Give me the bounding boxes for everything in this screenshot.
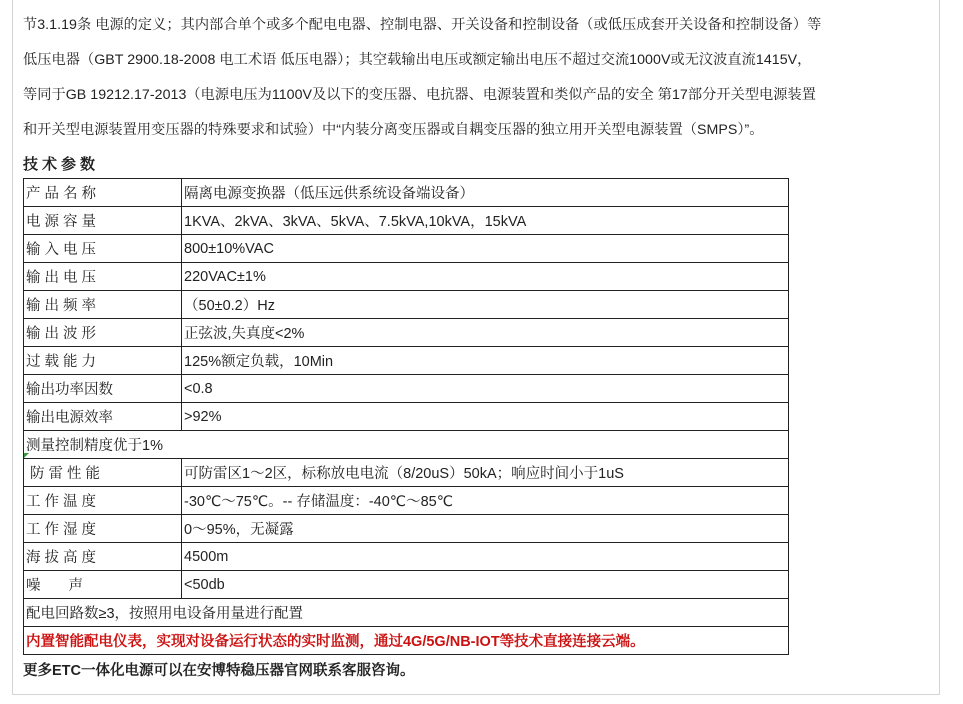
row-value: 125%额定负载，10Min [182, 347, 789, 375]
row-label: 输出波形 [24, 319, 182, 347]
table-row [24, 627, 789, 655]
intro-line-2: 低压电器（GBT 2900.18-2008 电工术语 低压电器）；其空载输出电压或额定输出电压不超过交流1000V或无汶波直流1415V， [23, 52, 812, 68]
row-value: 正弦波,失真度<2% [182, 319, 789, 347]
row-value: 4500m [182, 543, 789, 571]
row-value: -30℃～75℃。-- 存储温度：-40℃～85℃ [182, 487, 789, 515]
row-full-smart-meter: 内置智能配电仪表，实现对设备运行状态的实时监测，通过4G/5G/NB-IOT等技术直接连接云端。 [24, 627, 789, 655]
row-value: （50±0.2）Hz [182, 291, 789, 319]
row-value: <50db [182, 571, 789, 599]
intro-line-1: 节3.1.19条 电源的定义；其内部合单个或多个配电电器、控制电器、开关设备和控制设备（或低压成套开关设备和控制设备）等 [23, 17, 822, 33]
table-row [24, 263, 789, 291]
row-value: 0～95%，无凝露 [182, 515, 789, 543]
table-row [24, 319, 789, 347]
cell-comment-marker [24, 453, 29, 458]
table-row [24, 571, 789, 599]
noise-label-a: 噪 [26, 578, 41, 594]
row-label: 输出电源效率 [24, 403, 182, 431]
row-value: 1KVA、2kVA、3kVA、5kVA、7.5kVA,10kVA，15kVA [182, 207, 789, 235]
row-label: 输出电压 [24, 263, 182, 291]
table-row [24, 207, 789, 235]
noise-label-b: 声 [68, 578, 83, 594]
row-label: 输出频率 [24, 291, 182, 319]
table-row [24, 347, 789, 375]
spec-table [23, 178, 789, 655]
table-row [24, 403, 789, 431]
row-label-noise [24, 571, 182, 599]
table-row [24, 179, 789, 207]
row-label: 防雷性能 [24, 459, 182, 487]
row-value: >92% [182, 403, 789, 431]
row-label: 海拔高度 [24, 543, 182, 571]
section-heading: 技术参数 [23, 156, 100, 173]
row-full-circuits: 配电回路数≥3，按照用电设备用量进行配置 [24, 599, 789, 627]
table-row [24, 459, 789, 487]
article-content [23, 8, 928, 681]
row-label: 电源容量 [24, 207, 182, 235]
row-label: 过载能力 [24, 347, 182, 375]
table-row [24, 431, 789, 459]
row-full-precision: 测量控制精度优于1% [24, 431, 789, 459]
row-value: 隔离电源变换器（低压远供系统设备端设备） [182, 179, 789, 207]
row-label: 输入电压 [24, 235, 182, 263]
footer-note: 更多ETC一体化电源可以在安博特稳压器官网联系客服咨询。 [23, 663, 415, 679]
table-row [24, 487, 789, 515]
row-label: 工作温度 [24, 487, 182, 515]
row-label: 工作湿度 [24, 515, 182, 543]
table-row [24, 235, 789, 263]
intro-line-3: 等同于GB 19212.17-2013（电源电压为1100V及以下的变压器、电抗器、电源装置和类似产品的安全 第17部分开关型电源装置 [23, 87, 817, 103]
table-row [24, 515, 789, 543]
table-row [24, 291, 789, 319]
intro-line-4: 和开关型电源装置用变压器的特殊要求和试验）中“内装分离变压器或自耦变压器的独立用开关型电源装置（SMPS）”。 [23, 122, 764, 138]
row-value: 220VAC±1% [182, 263, 789, 291]
row-value: 800±10%VAC [182, 235, 789, 263]
table-row [24, 375, 789, 403]
row-value: 可防雷区1～2区，标称放电电流（8/20uS）50kA；响应时间小于1uS [182, 459, 789, 487]
table-row [24, 599, 789, 627]
row-label: 输出功率因数 [24, 375, 182, 403]
row-label: 产品名称 [24, 179, 182, 207]
table-row [24, 543, 789, 571]
row-value: <0.8 [182, 375, 789, 403]
